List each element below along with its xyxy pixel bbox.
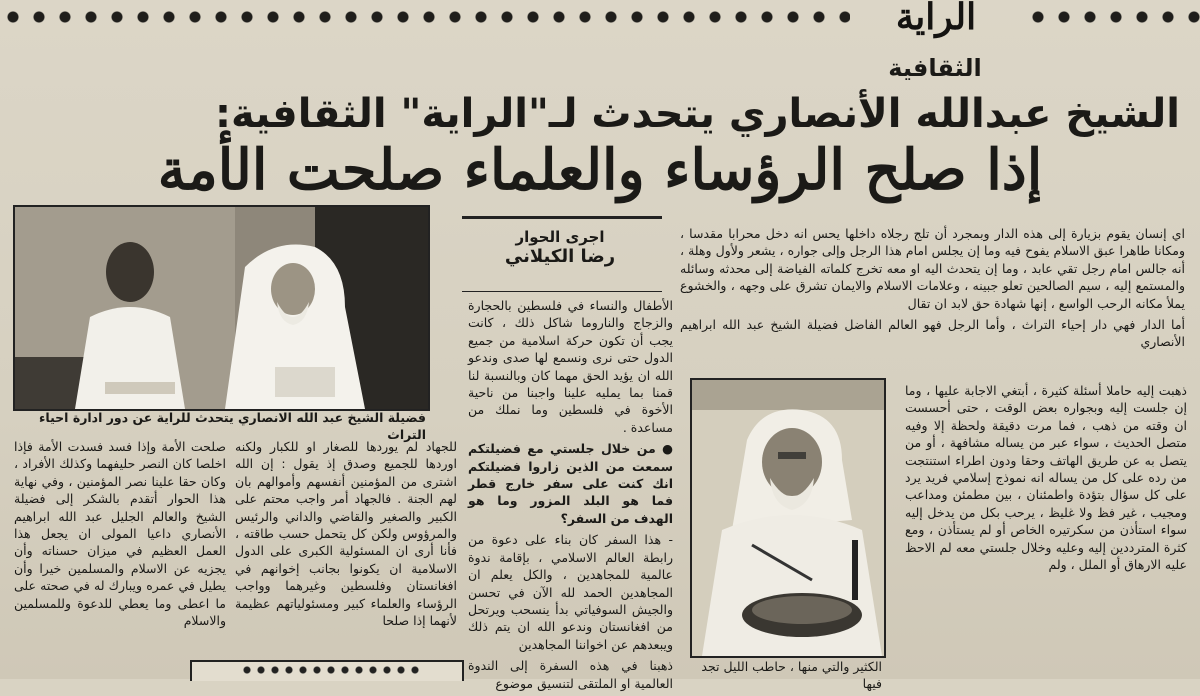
byline-label: اجرى الحوار	[515, 228, 605, 246]
left-column-2	[235, 438, 457, 633]
center-photo-caption: الكثير والتي منها ، حاطب الليل تجد فيها	[701, 659, 882, 691]
top-dot-border-left	[0, 6, 850, 28]
left-column-1-text: صلحت الأمة وإذا فسد فسدت الأمة فإذا اخلصا كان النصر حليفهما وكذلك الأفراد ، وكان حقا علينا نصر المؤمنين ، وفي نهاية هذا الحوار أتقدم بالشكر إلى فضيلة الشيخ والعالم الجليل عبد الله ابراهيم الأنصاري داعيا المولى ان يجعل هذا العمل العظيم في ميزان حسناته وأن يجزيه عن الاسلام والمسلمين خيرا وأن يطيل في عمره ويبارك له في صحته على ما اعطى وما يعطي للدعوة وللمسلمين والاسلام	[14, 439, 226, 629]
interview-photo	[13, 205, 430, 411]
headline-kicker: الشيخ عبدالله الأنصاري يتحدث لـ"الراية" الثقافية:	[214, 91, 1180, 137]
left-column-2-text: للجهاد لم يوردها للصغار او للكبار ولكنه اوردها للجميع وصدق إذ يقول : إن الله اشترى من المؤمنين أنفسهم وأموالهم بان لهم الجنة . فالجهاد أمر واجب محتم على الكبير والصغير والقاضي والداني والرئيس والمرؤوس ولكن كل يتحمل حسب طاقته ، فأنا أرى ان المسئولية الكبرى على الدول الاسلامية ان يكونوا بجانب إخوانهم في افغانستان وفلسطين وغيرهما وواجب الرؤساء والعلماء كبير ومسئولياتهم عظيمة لأنهما إذا صلحا	[235, 439, 457, 629]
interview-illustration	[15, 207, 428, 409]
left-column-1	[14, 438, 226, 633]
headline-main: إذا صلح الرؤساء والعلماء صلحت الأمة	[157, 137, 1043, 203]
sheikh-writing-illustration	[692, 380, 884, 656]
sheikh-writing-photo	[690, 378, 886, 658]
bottom-dot-border	[240, 664, 420, 676]
byline-author: رضا الكيلاني	[504, 246, 616, 267]
interview-photo-caption: فضيلة الشيخ عبد الله الانصاري يتحدث للراية عن دور ادارة احياء التراث	[38, 410, 426, 442]
middle-column-text: ذهبنا في هذه السفرة إلى الندوة العالمية او الملتقى لتنسيق موضوع	[468, 658, 673, 691]
byline-rule	[462, 216, 662, 219]
middle-column	[468, 297, 673, 696]
masthead-section: الثقافية	[888, 54, 982, 82]
intro-column	[680, 225, 1185, 355]
top-dot-border-right	[1025, 6, 1200, 28]
intro-paragraph: أما الدار فهي دار إحياء التراث ، وأما الرجل فهو العالم الفاضل فضيلة الشيخ عبد الله ابراهيم الأنصاري	[680, 317, 1185, 350]
byline-rule-bottom	[462, 291, 662, 292]
interview-question: ● من خلال جلستي مع فضيلتكم سمعت من الذين زاروا فضيلتكم انك كنت على سفر خارج قطر فما هو البلد المزور وما هو الهدف من السفر؟	[468, 441, 673, 526]
right-column-text: ذهبت إليه حاملا أسئلة كثيرة ، أبتغي الاجابة عليها ، وما إن جلست إليه وبجواره بعض الوقت ، حتى أحسست ان وقته من ذهب ، فما مرت دقيقة ولحظة إلا وفيه متصل الحديث ، سواء عبر من يساله مشافهة ، أو من يتصل به عن طريق الهاتف وحقا ودون اطراء استنتجت من رده على كل من يساله انه نموذج إسلامي فريد يرد على كل سؤال بتؤدة واطمئنان ، بين مطمئن ومداعب ومجيب ، غير فظ ولا غليظ ، يرحب بكل من يدخل إليه سواء استأذن من سكرتيره الخاص أو لم يستأذن ، ومع كثرة المترددين إليه وعليه وخلال جلستي معه لم الاحظ عليه الارهاق أو الملل ، ولم	[905, 383, 1187, 573]
middle-column-text: الأطفال والنساء في فلسطين بالحجارة والزجاج والناروما شاكل ذلك ، كانت يجب أن تكون حركة اسلامية من جميع الدول حتى نرى ونسمع لها صدى وندعو الله ان يؤيد الحق مهما كان وبالنسبة لنا قمنا بما يمليه علينا واجبنا من ناحية الأخوة في فلسطين وما نملك من مساعدة .	[468, 298, 673, 435]
byline	[470, 228, 650, 267]
middle-column-answer: - هذا السفر كان بناء على دعوة من رابطة العالم الاسلامي ، بإقامة ندوة عالمية للمجاهدين ، والكل يعلم ان المجاهدين الحمد لله الآن في تحسن والجيش السوفياتي بدأ ينسحب ويرتحل من افغانستان وندعو الله ان يتم ذلك ويبعدهم عن اخواننا المجاهدين	[468, 532, 673, 652]
right-column	[905, 382, 1187, 577]
masthead-logo: الراية	[895, 0, 977, 38]
intro-paragraph: اي إنسان يقوم بزيارة إلى هذه الدار وبمجرد أن تلج رجلاه داخلها يحس انه دخل محرابا مقدسا ، ومكانا طاهرا عبق الاسلام يفوح فيه وما إن يجلس امام هذا الرجل وإلى جواره ، يشعر ولأول وهلة ، أنه جالس امام رجل تقي عابد ، وما إن يتحدث اليه او معه تخرج كلماته الفياضة إلى محدثه وسائله والمستمع إليه ، سيم الصالحين تعلو جبينه ، وعلامات الاسلام والايمان تشرق على وجهه ، والخشوع يملأ مكانه الرحب الواسع ، إنها شهادة حق لابد ان تقال	[680, 226, 1185, 311]
